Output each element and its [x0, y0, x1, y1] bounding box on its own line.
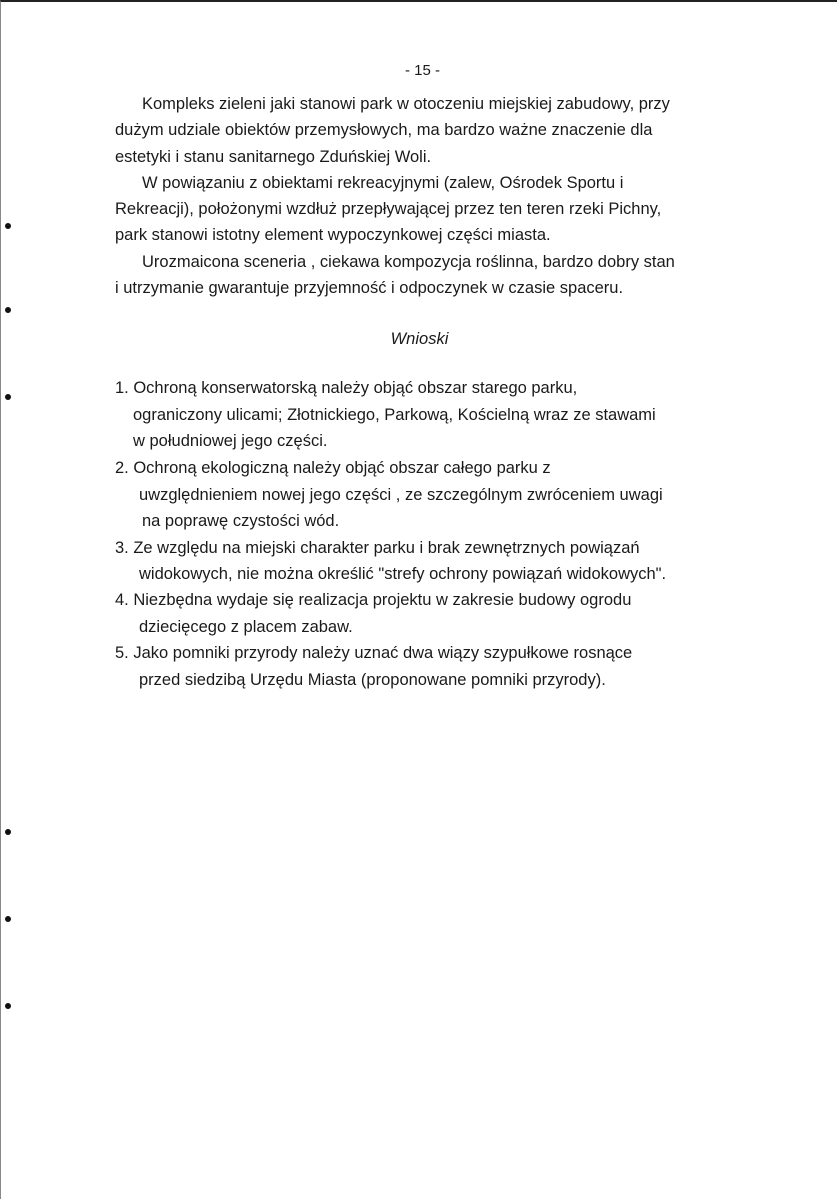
paragraph-1-line-3: estetyki i stanu sanitarnego Zduńskiej Woli. [115, 148, 432, 166]
conclusion-2-line-1: 2. Ochroną ekologiczną należy objąć obszar całego parku z [115, 459, 551, 477]
paragraph-2-line-3: park stanowi istotny element wypoczynkowej części miasta. [115, 226, 551, 244]
conclusion-1-line-3: w południowej jego części. [133, 432, 328, 450]
conclusion-5-line-1: 5. Jako pomniki przyrody należy uznać dwa wiązy szypułkowe rosnące [115, 644, 633, 662]
conclusion-1-line-2: ograniczony ulicami; Złotnickiego, Parkową, Kościelną wraz ze stawami [133, 406, 656, 424]
conclusion-2-line-3: na poprawę czystości wód. [142, 512, 340, 530]
punch-hole-mark [5, 223, 11, 229]
paragraph-2-line-1: W powiązaniu z obiektami rekreacyjnymi (zalew, Ośrodek Sportu i [142, 174, 624, 192]
paragraph-3-line-2: i utrzymanie gwarantuje przyjemność i odpoczynek w czasie spaceru. [115, 279, 624, 297]
conclusion-5-line-2: przed siedzibą Urzędu Miasta (proponowane pomniki przyrody). [139, 671, 606, 689]
punch-hole-mark [5, 1003, 11, 1009]
punch-hole-mark [5, 829, 11, 835]
conclusion-3-line-2: widokowych, nie można określić "strefy ochrony powiązań widokowych". [139, 565, 667, 583]
conclusion-3-line-1: 3. Ze względu na miejski charakter parku i brak zewnętrznych powiązań [115, 539, 640, 557]
punch-hole-mark [5, 916, 11, 922]
paragraph-1-line-1: Kompleks zieleni jaki stanowi park w otoczeniu miejskiej zabudowy, przy [142, 95, 670, 113]
punch-hole-mark [5, 394, 11, 400]
conclusion-2-line-2: uwzględnieniem nowej jego części , ze szczególnym zwróceniem uwagi [139, 486, 663, 504]
conclusion-4-line-1: 4. Niezbędna wydaje się realizacja projektu w zakresie budowy ogrodu [115, 591, 632, 609]
conclusion-1-line-1: 1. Ochroną konserwatorską należy objąć obszar starego parku, [115, 379, 578, 397]
conclusion-4-line-2: dziecięcego z placem zabaw. [139, 618, 353, 636]
paragraph-1-line-2: dużym udziale obiektów przemysłowych, ma bardzo ważne znaczenie dla [115, 121, 653, 139]
paragraph-3-line-1: Urozmaicona sceneria , ciekawa kompozycja roślinna, bardzo dobry stan [142, 253, 675, 271]
page-number: - 15 - [404, 62, 440, 79]
conclusions-heading: Wnioski [390, 330, 449, 348]
paragraph-2-line-2: Rekreacji), położonymi wzdłuż przepływającej przez ten teren rzeki Pichny, [115, 200, 662, 218]
punch-hole-mark [5, 307, 11, 313]
